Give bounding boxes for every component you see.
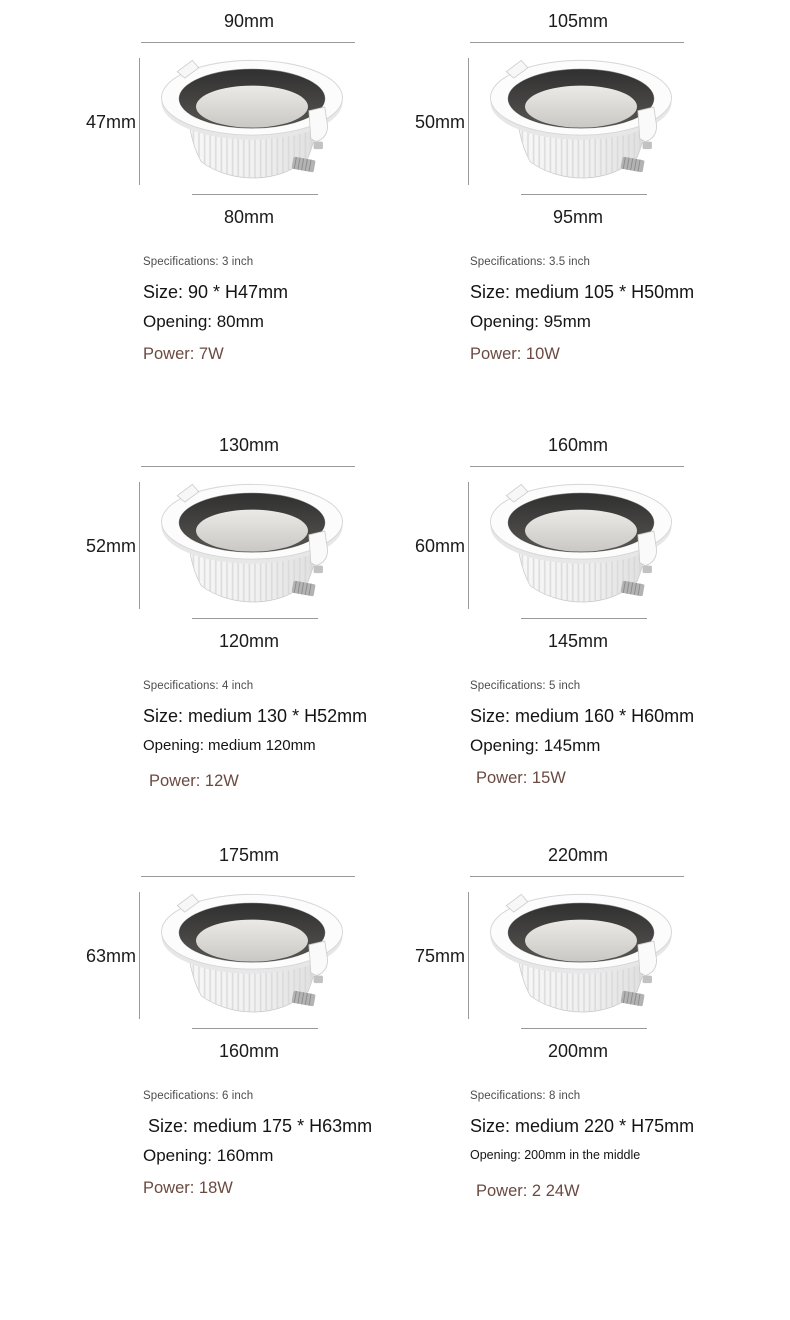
side-height-label: 47mm bbox=[86, 112, 137, 132]
size-line: Size: medium 130 * H52mm bbox=[143, 706, 368, 726]
power-line: Power: 2 24W bbox=[476, 1182, 580, 1200]
downlight-image bbox=[156, 52, 348, 192]
top-width-label: 220mm bbox=[547, 845, 609, 865]
bottom-dimension-line bbox=[521, 194, 647, 195]
specifications-line: Specifications: 3 inch bbox=[143, 256, 254, 268]
power-line: Power: 18W bbox=[143, 1179, 233, 1197]
spec-text-block bbox=[470, 256, 790, 364]
product-cell-4inch bbox=[0, 420, 395, 830]
top-dimension-line bbox=[141, 42, 355, 43]
spec-text-block bbox=[143, 1090, 395, 1198]
spec-text-block bbox=[143, 256, 395, 364]
product-cell-3inch bbox=[0, 0, 395, 420]
product-cell-5inch bbox=[395, 420, 790, 830]
bottom-dimension-line bbox=[192, 194, 318, 195]
downlight-image bbox=[156, 886, 348, 1026]
bottom-width-label: 160mm bbox=[218, 1041, 280, 1061]
spec-text-block bbox=[143, 680, 395, 791]
size-line: Size: medium 175 * H63mm bbox=[148, 1116, 373, 1136]
side-dimension-line bbox=[139, 892, 140, 1019]
opening-line: Opening: 160mm bbox=[143, 1146, 274, 1165]
dimension-figure bbox=[415, 8, 687, 240]
power-line: Power: 12W bbox=[149, 772, 239, 790]
dimension-figure bbox=[86, 432, 358, 664]
top-width-label: 160mm bbox=[547, 435, 609, 455]
spec-text-block bbox=[470, 680, 790, 788]
bottom-width-label: 95mm bbox=[552, 207, 603, 227]
product-cell-6inch bbox=[0, 830, 395, 1240]
side-height-label: 52mm bbox=[86, 536, 137, 556]
power-line: Power: 7W bbox=[143, 345, 224, 363]
side-dimension-line bbox=[468, 892, 469, 1019]
specifications-line: Specifications: 3.5 inch bbox=[470, 256, 591, 268]
side-dimension-line bbox=[468, 58, 469, 185]
bottom-width-label: 200mm bbox=[547, 1041, 609, 1061]
dimension-figure bbox=[86, 8, 358, 240]
bottom-width-label: 80mm bbox=[223, 207, 274, 227]
side-dimension-line bbox=[468, 482, 469, 609]
bottom-width-label: 120mm bbox=[218, 631, 280, 651]
side-dimension-line bbox=[139, 482, 140, 609]
power-line: Power: 10W bbox=[470, 345, 560, 363]
specifications-line: Specifications: 6 inch bbox=[143, 1090, 254, 1102]
top-width-label: 105mm bbox=[547, 11, 609, 31]
size-line: Size: medium 160 * H60mm bbox=[470, 706, 695, 726]
top-dimension-line bbox=[470, 466, 684, 467]
downlight-image bbox=[485, 886, 677, 1026]
size-line: Size: medium 105 * H50mm bbox=[470, 282, 695, 302]
specifications-line: Specifications: 8 inch bbox=[470, 1090, 581, 1102]
top-dimension-line bbox=[141, 466, 355, 467]
size-line: Size: medium 220 * H75mm bbox=[470, 1116, 695, 1136]
top-width-label: 130mm bbox=[218, 435, 280, 455]
specifications-line: Specifications: 5 inch bbox=[470, 680, 581, 692]
opening-line: Opening: 200mm in the middle bbox=[470, 1148, 641, 1162]
product-cell-3-5inch bbox=[395, 0, 790, 420]
dimension-figure bbox=[86, 842, 358, 1074]
opening-line: Opening: medium 120mm bbox=[143, 737, 316, 754]
top-width-label: 90mm bbox=[223, 11, 274, 31]
power-line: Power: 15W bbox=[476, 769, 566, 787]
dimension-figure bbox=[415, 842, 687, 1074]
bottom-dimension-line bbox=[192, 1028, 318, 1029]
opening-line: Opening: 80mm bbox=[143, 312, 264, 331]
specifications-line: Specifications: 4 inch bbox=[143, 680, 254, 692]
product-cell-8inch bbox=[395, 830, 790, 1240]
side-height-label: 75mm bbox=[415, 946, 466, 966]
downlight-image bbox=[485, 52, 677, 192]
top-dimension-line bbox=[141, 876, 355, 877]
top-dimension-line bbox=[470, 876, 684, 877]
downlight-image bbox=[156, 476, 348, 616]
bottom-width-label: 145mm bbox=[547, 631, 609, 651]
opening-line: Opening: 145mm bbox=[470, 736, 601, 755]
side-height-label: 63mm bbox=[86, 946, 137, 966]
downlight-image bbox=[485, 476, 677, 616]
top-dimension-line bbox=[470, 42, 684, 43]
size-line: Size: 90 * H47mm bbox=[143, 282, 289, 302]
dimension-figure bbox=[415, 432, 687, 664]
bottom-dimension-line bbox=[521, 618, 647, 619]
side-height-label: 50mm bbox=[415, 112, 466, 132]
opening-line: Opening: 95mm bbox=[470, 312, 591, 331]
spec-text-block bbox=[470, 1090, 790, 1201]
bottom-dimension-line bbox=[521, 1028, 647, 1029]
side-height-label: 60mm bbox=[415, 536, 466, 556]
top-width-label: 175mm bbox=[218, 845, 280, 865]
bottom-dimension-line bbox=[192, 618, 318, 619]
side-dimension-line bbox=[139, 58, 140, 185]
